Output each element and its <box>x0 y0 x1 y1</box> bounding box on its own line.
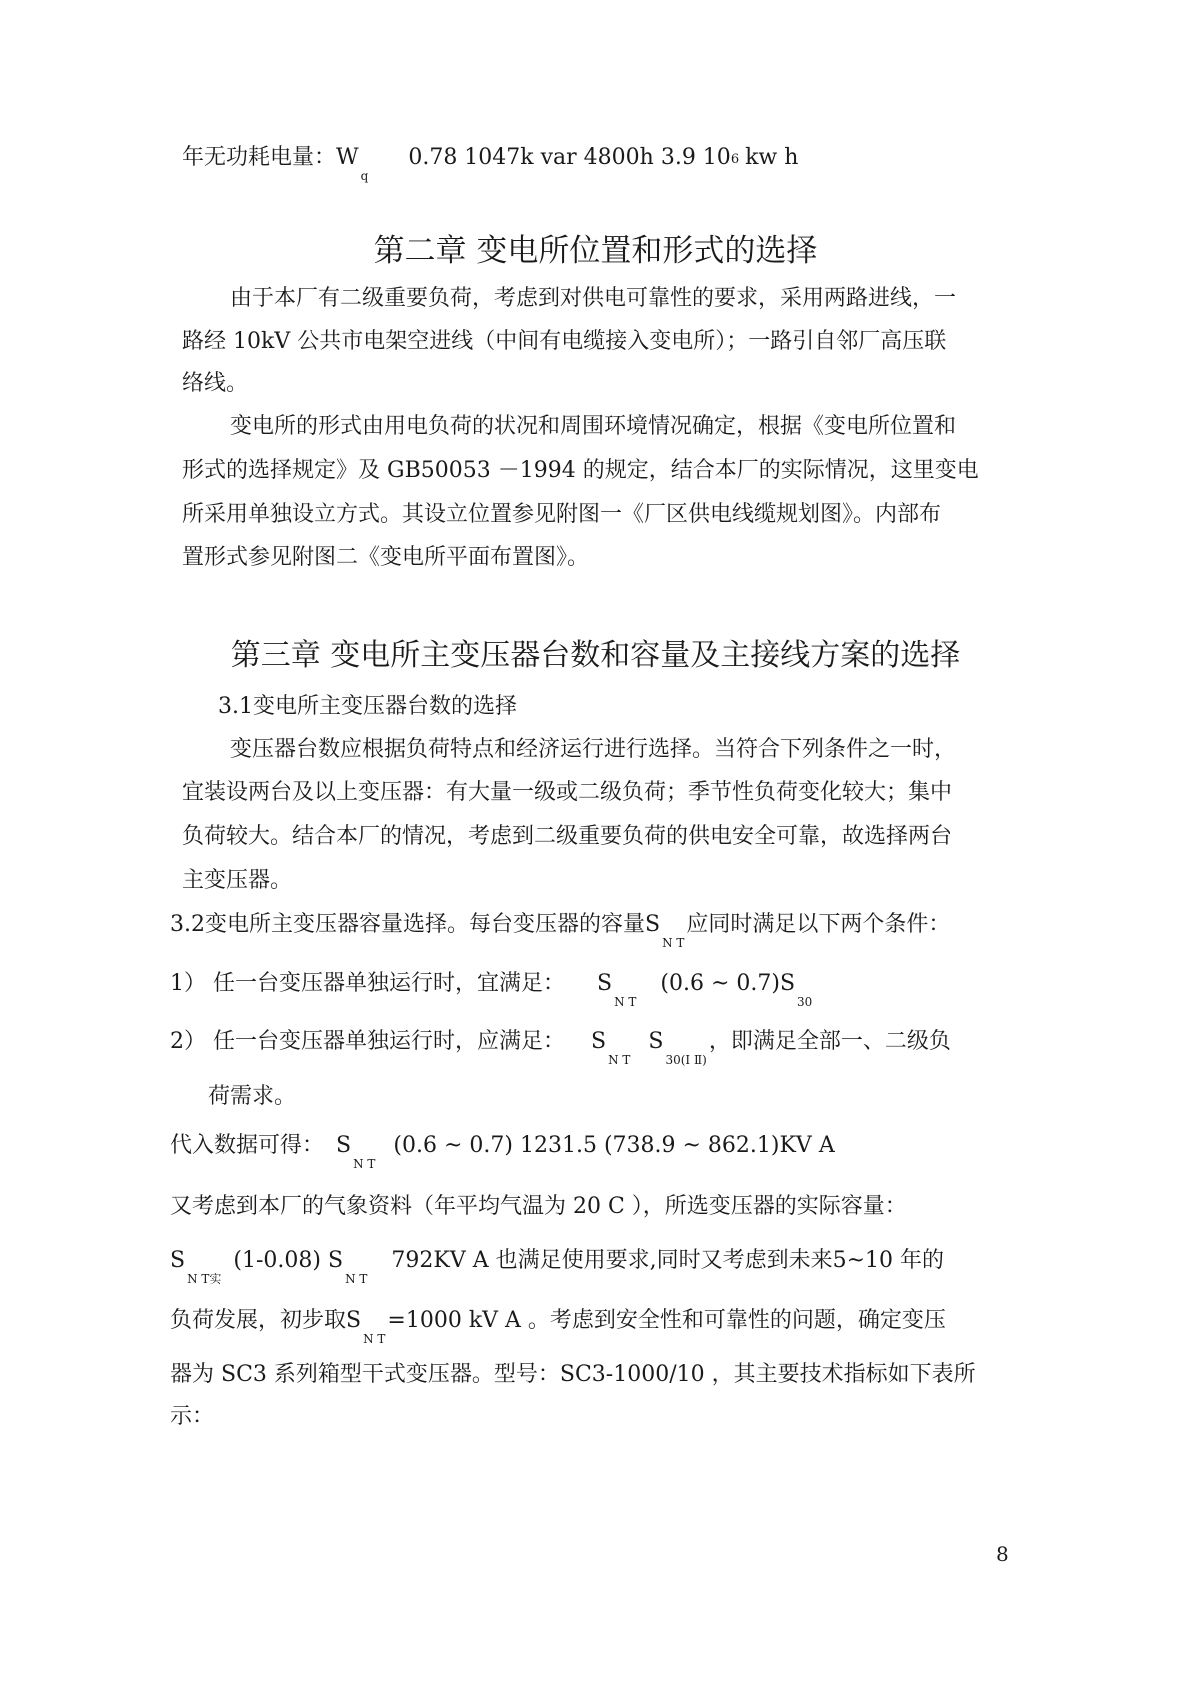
actual-expr1: (1-0.08) S <box>233 1248 344 1273</box>
condition-2-line <box>170 1027 951 1067</box>
cond1-expr-subscript: 30 <box>797 995 813 1009</box>
actual-symbol: S <box>170 1248 186 1273</box>
last-line: 示： <box>170 1404 215 1429</box>
develop-before: 负荷发展，初步取 <box>170 1308 347 1333</box>
ch3-para1-line1: 变压器台数应根据负荷特点和经济运行进行选择。当符合下列条件之一时， <box>230 737 957 762</box>
ch2-para2-line2: 形式的选择规定》及 GB50053 －1994 的规定，结合本厂的实际情况，这里变电 <box>182 458 979 483</box>
calc-expr: (0.6 ~ 0.7) 1231.5 (738.9 ~ 862.1)KV A <box>393 1133 835 1158</box>
ch3-para1-line3: 负荷较大。结合本厂的情况，考虑到二级重要负荷的供电安全可靠，故选择两台 <box>182 824 953 849</box>
actual-capacity-line <box>170 1246 944 1286</box>
chapter2-title: 第二章 变电所位置和形式的选择 <box>373 233 818 269</box>
ch3-para1-line2: 宜装设两台及以上变压器：有大量一级或二级负荷；季节性负荷变化较大；集中 <box>182 780 953 805</box>
snt-subscript: N T <box>662 936 685 950</box>
formula-subscript: q <box>360 169 369 183</box>
section-3-2-after: 应同时满足以下两个条件： <box>686 912 951 937</box>
section-3-1-title: 3.1变电所主变压器台数的选择 <box>218 694 517 719</box>
cond1-symbol: S <box>597 971 613 996</box>
develop-symbol: S <box>346 1308 362 1333</box>
chapter3-title: 第三章 变电所主变压器台数和容量及主接线方案的选择 <box>230 638 961 673</box>
formula-exponent: 6 <box>730 152 740 167</box>
cond1-subscript: N T <box>614 995 637 1009</box>
condition-2-text: 2） 任一台变压器单独运行时，应满足： <box>170 1029 565 1054</box>
calc-subscript: N T <box>353 1157 376 1171</box>
actual-subscript: N T实 <box>187 1272 222 1286</box>
page-number: 8 <box>996 1542 1009 1566</box>
cond2-after: ，即满足全部一、二级负 <box>708 1029 951 1054</box>
cond2-symbol: S <box>591 1029 607 1054</box>
cond2-symbol2: S <box>648 1029 664 1054</box>
snt-symbol: S <box>645 912 661 937</box>
formula-symbol: W <box>336 145 359 170</box>
actual-expr2: 792KV A 也满足使用要求,同时又考虑到未来5~10 年的 <box>391 1248 944 1273</box>
develop-line <box>170 1306 946 1346</box>
model-line: 器为 SC3 系列箱型干式变压器。型号：SC3-1000/10 ，其主要技术指标如下表所 <box>170 1362 976 1387</box>
calc-label: 代入数据可得： <box>170 1133 325 1158</box>
condition-1-text: 1） 任一台变压器单独运行时，宜满足： <box>170 971 565 996</box>
formula-expression: 0.78 1047k var 4800h 3.9 10 <box>408 145 731 170</box>
section-3-2-before: 3.2变电所主变压器容量选择。每台变压器的容量 <box>170 912 645 937</box>
formula-wq-line <box>182 143 799 183</box>
ch2-para1-line3: 络线。 <box>182 371 249 396</box>
condition-1-line <box>170 969 814 1009</box>
cond2-subscript: N T <box>608 1053 631 1067</box>
ch2-para2-line3: 所采用单独设立方式。其设立位置参见附图一《厂区供电线缆规划图》。内部布 <box>182 502 942 527</box>
formula-unit: kw h <box>745 145 799 170</box>
cond1-expr: (0.6 ~ 0.7)S <box>660 971 796 996</box>
ch2-para1-line2: 路经 10kV 公共市电架空进线（中间有电缆接入变电所）；一路引自邻厂高压联 <box>182 329 947 354</box>
climate-line: 又考虑到本厂的气象资料（年平均气温为 20 C ），所选变压器的实际容量： <box>170 1194 907 1219</box>
develop-subscript: N T <box>363 1332 386 1346</box>
formula-label: 年无功耗电量： <box>182 145 337 170</box>
ch2-para2-line4: 置形式参见附图二《变电所平面布置图》。 <box>182 545 590 570</box>
ch2-para2-line1: 变电所的形式由用电负荷的状况和周围环境情况确定，根据《变电所位置和 <box>230 414 957 439</box>
develop-after: =1000 kV A 。考虑到安全性和可靠性的问题，确定变压 <box>387 1308 946 1333</box>
condition-2-continuation: 荷需求。 <box>208 1084 297 1109</box>
section-3-2-line <box>170 910 951 950</box>
ch2-para1-line1: 由于本厂有二级重要负荷，考虑到对供电可靠性的要求，采用两路进线，一 <box>230 286 957 311</box>
actual-subscript2: N T <box>345 1272 368 1286</box>
cond2-subscript2: 30(Ⅰ Ⅱ) <box>665 1053 707 1067</box>
calc-line <box>170 1131 835 1171</box>
ch3-para1-line4: 主变压器。 <box>182 868 293 893</box>
calc-symbol: S <box>336 1133 352 1158</box>
